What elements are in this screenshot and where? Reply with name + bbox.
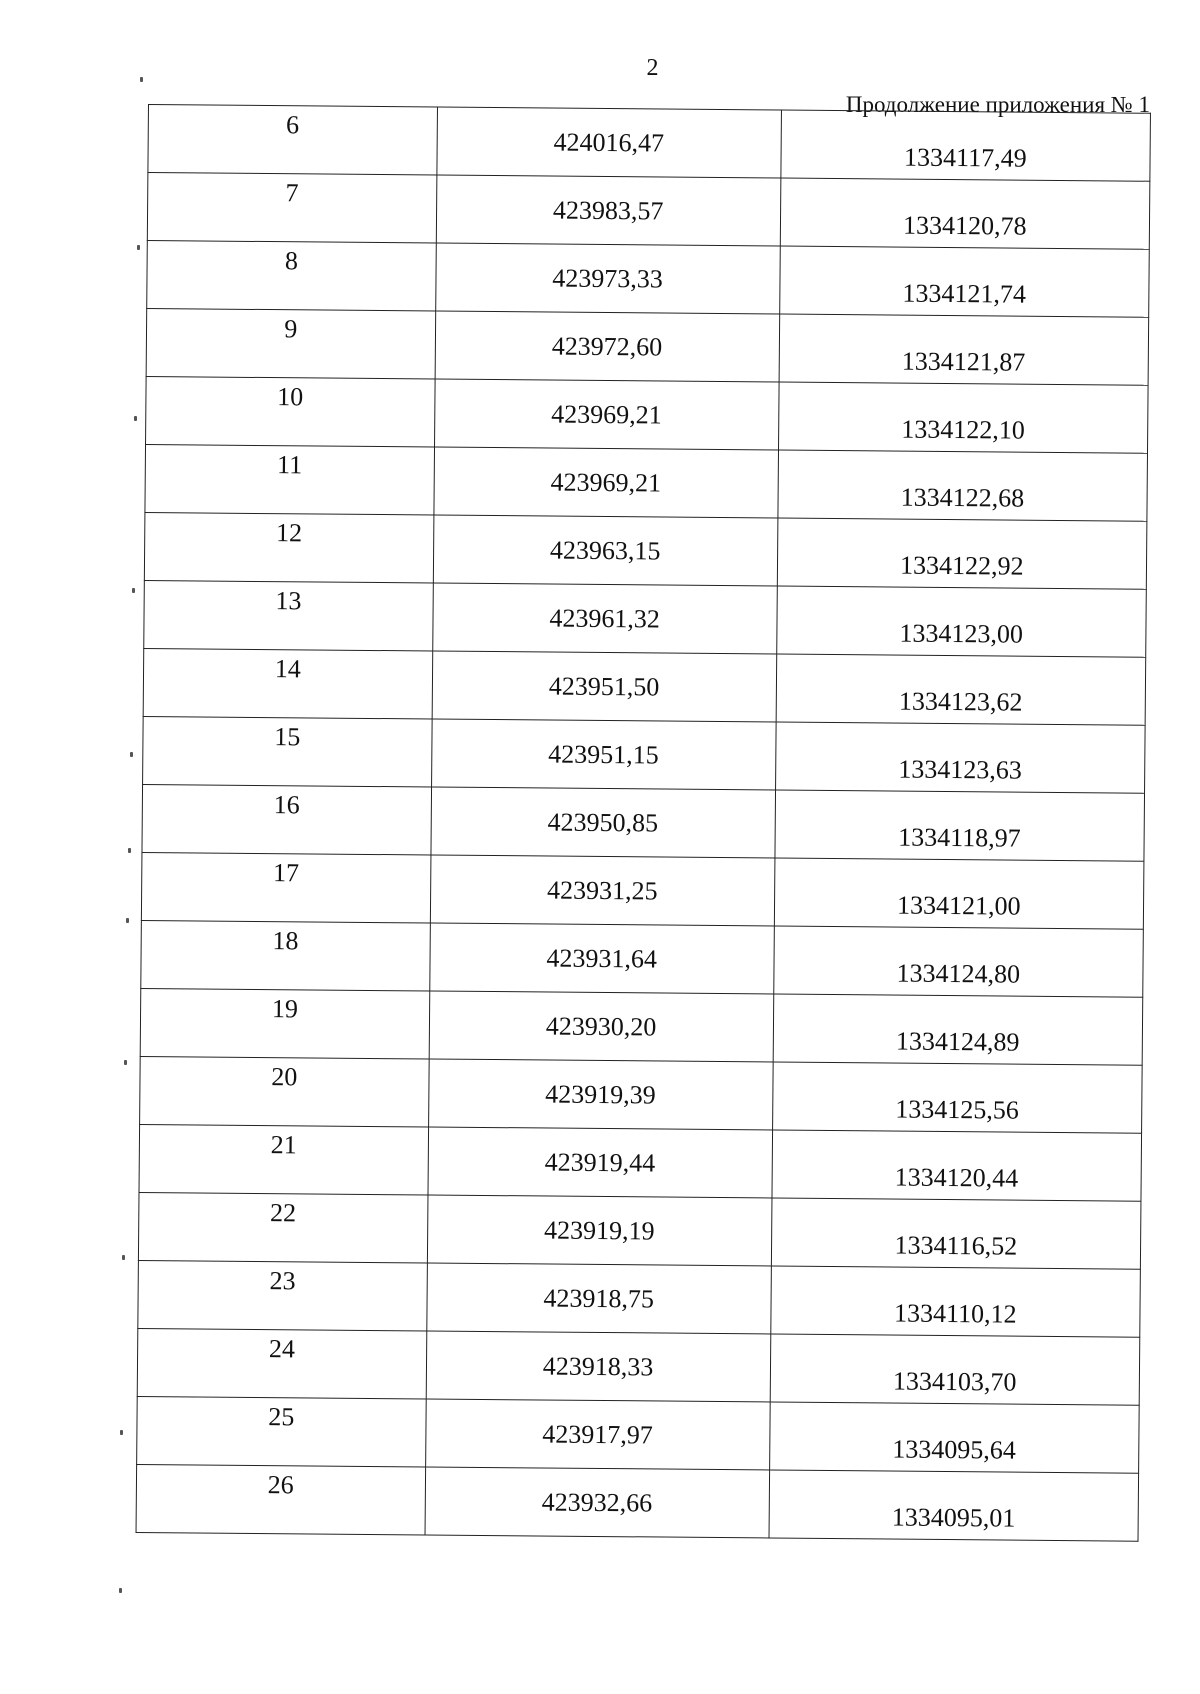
y-coordinate-cell: 1334122,10 — [778, 382, 1148, 453]
y-coordinate-cell: 1334121,74 — [779, 246, 1149, 317]
point-number-cell: 10 — [146, 376, 435, 447]
point-number-cell: 23 — [138, 1260, 427, 1331]
x-coordinate-cell: 423919,44 — [428, 1127, 773, 1198]
y-coordinate-cell: 1334120,44 — [772, 1130, 1142, 1201]
point-number-cell: 26 — [136, 1464, 425, 1535]
point-number-cell: 18 — [141, 920, 430, 991]
scan-speck — [130, 752, 133, 757]
point-number-cell: 22 — [138, 1192, 427, 1263]
point-number-cell: 6 — [148, 105, 437, 176]
point-number-cell: 17 — [141, 852, 430, 923]
point-number-cell: 15 — [143, 716, 432, 787]
table-row — [145, 444, 1148, 521]
point-number-cell: 11 — [145, 444, 434, 515]
x-coordinate-cell: 423973,33 — [435, 243, 780, 314]
table-row — [143, 648, 1146, 725]
table-row — [143, 716, 1146, 793]
point-number-cell: 19 — [140, 988, 429, 1059]
y-coordinate-cell: 1334110,12 — [770, 1266, 1140, 1337]
scan-speck — [140, 77, 143, 82]
table-row — [140, 988, 1143, 1065]
y-coordinate-cell: 1334121,00 — [774, 858, 1144, 929]
x-coordinate-cell: 423919,19 — [427, 1195, 772, 1266]
x-coordinate-cell: 423918,33 — [426, 1331, 771, 1402]
y-coordinate-cell: 1334118,97 — [775, 790, 1145, 861]
y-coordinate-cell: 1334122,92 — [777, 518, 1147, 589]
table-row — [147, 240, 1150, 317]
scan-speck — [132, 588, 135, 593]
y-coordinate-cell: 1334120,78 — [780, 178, 1150, 249]
x-coordinate-cell: 423930,20 — [429, 991, 774, 1062]
x-coordinate-cell: 423972,60 — [435, 311, 780, 382]
point-number-cell: 8 — [147, 240, 436, 311]
point-number-cell: 9 — [146, 308, 435, 379]
table-row — [138, 1192, 1141, 1269]
y-coordinate-cell: 1334117,49 — [781, 110, 1151, 181]
x-coordinate-cell: 423983,57 — [436, 175, 781, 246]
table-row — [147, 173, 1150, 250]
table-row — [139, 1124, 1142, 1201]
scan-speck — [122, 1255, 125, 1260]
scan-speck — [120, 1430, 123, 1435]
scan-speck — [128, 848, 131, 853]
table-row — [138, 1260, 1141, 1337]
x-coordinate-cell: 423969,21 — [434, 379, 779, 450]
y-coordinate-cell: 1334122,68 — [778, 450, 1148, 521]
y-coordinate-cell: 1334103,70 — [770, 1334, 1140, 1405]
y-coordinate-cell: 1334123,63 — [775, 722, 1145, 793]
point-number-cell: 7 — [147, 173, 436, 244]
table-row — [141, 920, 1144, 997]
point-number-cell: 12 — [144, 512, 433, 583]
table-row — [137, 1328, 1140, 1405]
point-number-cell: 16 — [142, 784, 431, 855]
point-number-cell: 21 — [139, 1124, 428, 1195]
x-coordinate-cell: 423917,97 — [425, 1399, 770, 1470]
table-row — [146, 376, 1149, 453]
table-row — [148, 105, 1151, 182]
y-coordinate-cell: 1334124,89 — [773, 994, 1143, 1065]
y-coordinate-cell: 1334095,01 — [769, 1470, 1139, 1541]
coordinates-table — [136, 104, 1151, 1542]
y-coordinate-cell: 1334116,52 — [771, 1198, 1141, 1269]
x-coordinate-cell: 423963,15 — [433, 515, 778, 586]
x-coordinate-cell: 423931,64 — [429, 923, 774, 994]
table-row — [141, 852, 1144, 929]
table-row — [140, 1056, 1143, 1133]
x-coordinate-cell: 423951,15 — [431, 719, 776, 790]
appendix-continuation-note: Продолжение приложения № 1 — [845, 92, 1150, 117]
y-coordinate-cell: 1334121,87 — [779, 314, 1149, 385]
x-coordinate-cell: 423961,32 — [432, 583, 777, 654]
x-coordinate-cell: 423932,66 — [425, 1467, 770, 1538]
point-number-cell: 20 — [140, 1056, 429, 1127]
x-coordinate-cell: 423969,21 — [434, 447, 779, 518]
x-coordinate-cell: 423951,50 — [432, 651, 777, 722]
x-coordinate-cell: 423950,85 — [431, 787, 776, 858]
scan-speck — [137, 245, 140, 250]
x-coordinate-cell: 423918,75 — [426, 1263, 771, 1334]
table-row — [137, 1396, 1140, 1473]
y-coordinate-cell: 1334095,64 — [769, 1402, 1139, 1473]
x-coordinate-cell: 423931,25 — [430, 855, 775, 926]
y-coordinate-cell: 1334125,56 — [772, 1062, 1142, 1133]
scan-speck — [126, 918, 129, 923]
y-coordinate-cell: 1334123,00 — [776, 586, 1146, 657]
point-number-cell: 25 — [137, 1396, 426, 1467]
table-row — [144, 580, 1147, 657]
x-coordinate-cell: 423919,39 — [428, 1059, 773, 1130]
x-coordinate-cell: 424016,47 — [436, 107, 781, 178]
scan-speck — [119, 1588, 122, 1593]
y-coordinate-cell: 1334124,80 — [773, 926, 1143, 997]
table-row — [146, 308, 1149, 385]
page-number: 2 — [646, 55, 659, 81]
point-number-cell: 14 — [143, 648, 432, 719]
scan-speck — [134, 416, 137, 421]
point-number-cell: 13 — [144, 580, 433, 651]
table-row — [136, 1464, 1139, 1541]
table-row — [142, 784, 1145, 861]
scan-speck — [124, 1060, 127, 1065]
coordinates-table-body — [136, 105, 1150, 1542]
y-coordinate-cell: 1334123,62 — [776, 654, 1146, 725]
table-row — [144, 512, 1147, 589]
point-number-cell: 24 — [137, 1328, 426, 1399]
